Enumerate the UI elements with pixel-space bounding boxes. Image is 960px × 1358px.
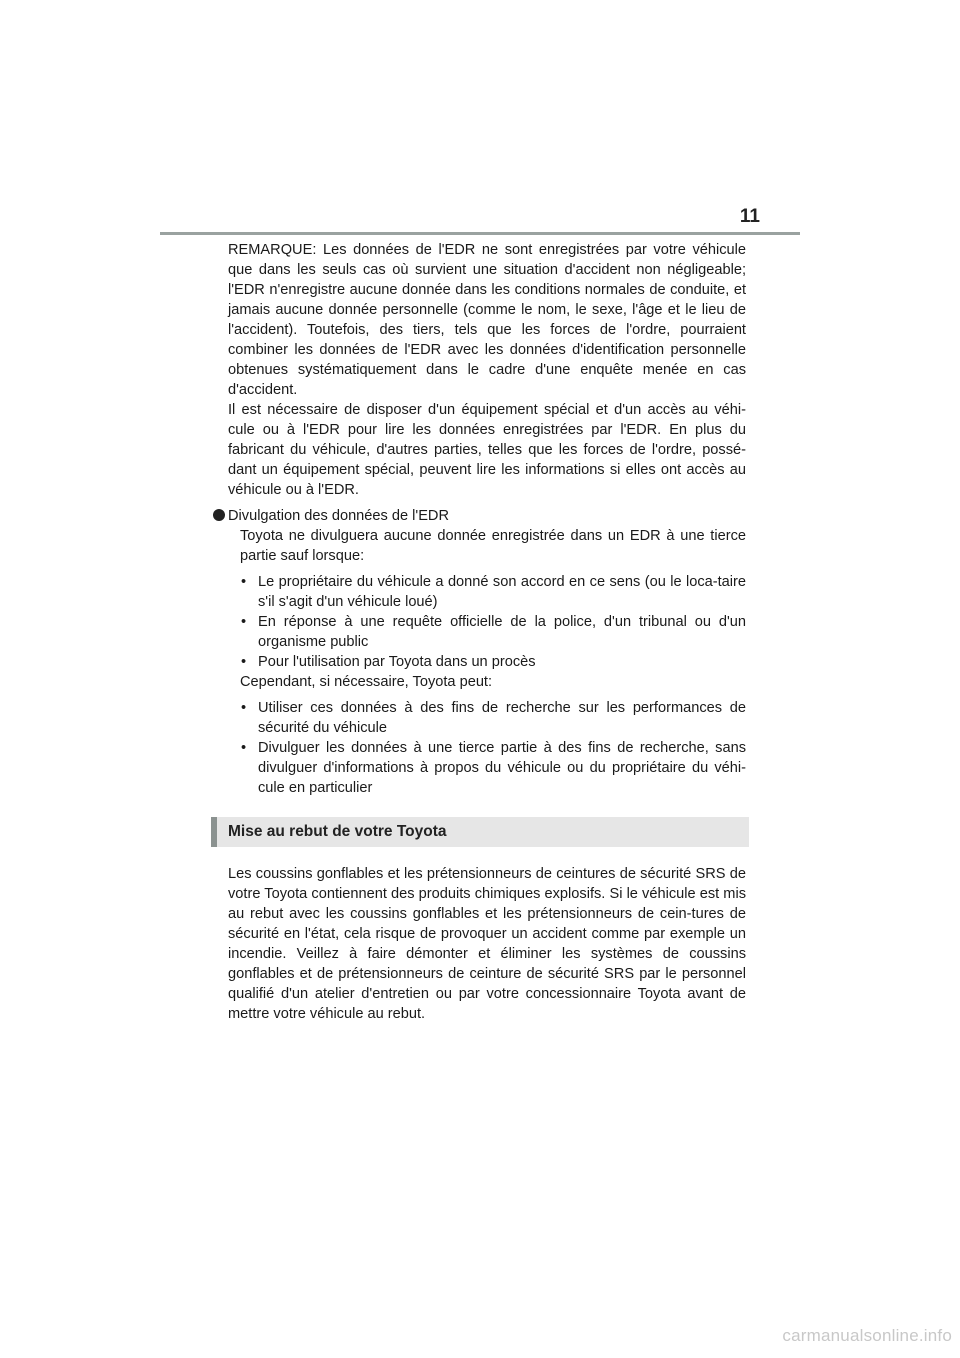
list-item: • Divulguer les données à une tierce partie à des fins de recherche, sans divulguer d'informations à propos du véhicule ou du propriétaire du véhi-cule en particulier [241, 740, 746, 796]
edr-equipment-paragraph: Il est nécessaire de disposer d'un équipement spécial et d'un accès au véhi-cule ou à l'EDR pour lire les données enregistrées par l'EDR. En plus du fabricant du véhicule, d'autres parties, telles que les forces de l'ordre, possé-dant un équipement spécial, peuvent lire les informations si elles ont accès au véhicule ou à l'EDR. [228, 402, 746, 498]
header-rule [160, 232, 800, 235]
list-item: • Utiliser ces données à des fins de recherche sur les performances de sécurité du véhicule [241, 700, 746, 736]
list-item: • Le propriétaire du véhicule a donné son accord en ce sens (ou le loca-taire s'il s'agit d'un véhicule loué) [241, 574, 746, 610]
page-content [228, 240, 746, 1024]
disposal-paragraph: Les coussins gonflables et les prétensionneurs de ceintures de sécurité SRS de votre Toyota contiennent des produits chimiques explosifs. Si le véhicule est mis au rebut avec les coussins gonflables et les prétensionneurs de cein-tures de sécurité en l'état, cela risque de provoquer un accident comme par exemple un incendie. Veillez à faire démonter et éliminer les systèmes de coussins gonflables et de prétensionneurs de ceinture de sécurité SRS par le personnel qualifié d'un atelier d'entretien ou par votre concessionnaire Toyota avant de mettre votre véhicule au rebut. [228, 866, 746, 1022]
disclosure-cases-list [228, 572, 746, 672]
page-number: 11 [739, 206, 760, 227]
disclosure-heading [228, 506, 746, 526]
bullet-icon: • [241, 654, 247, 670]
bullet-icon: • [241, 614, 247, 630]
bullet-circle-icon [213, 509, 225, 521]
disclosure-intro: Toyota ne divulguera aucune donnée enregistrée dans un EDR à une tierce partie sauf lorsque: [240, 528, 746, 564]
disclosure-heading-text: Divulgation des données de l'EDR [228, 508, 450, 524]
list-item: • Pour l'utilisation par Toyota dans un procès [241, 654, 536, 670]
disposal-section-title: Mise au rebut de votre Toyota [228, 823, 447, 840]
disposal-section-header [211, 817, 749, 847]
bullet-icon: • [241, 574, 247, 590]
section-accent-bar [211, 817, 217, 847]
watermark-text: carmanualsonline.info [782, 1326, 952, 1345]
edr-remark-paragraph: REMARQUE: Les données de l'EDR ne sont enregistrées par votre véhicule que dans les seuls cas où survient une situation d'accident non négligeable; l'EDR n'enregistre aucune donnée dans les conditions normales de conduite, et jamais aucune donnée personnelle (comme le nom, le sexe, l'âge et le lieu de l'accident). Toutefois, des tiers, tels que les forces de l'ordre, pourraient combiner les données de l'EDR avec les données d'identification personnelle obtenues systématiquement dans le cadre d'une enquête menée en cas d'accident. [228, 242, 746, 398]
list-item: • En réponse à une requête officielle de la police, d'un tribunal ou d'un organisme public [241, 614, 746, 650]
bullet-icon: • [241, 740, 247, 756]
disclosure-uses-list [228, 698, 746, 798]
bullet-icon: • [241, 700, 247, 716]
disclosure-however: Cependant, si nécessaire, Toyota peut: [240, 674, 493, 690]
